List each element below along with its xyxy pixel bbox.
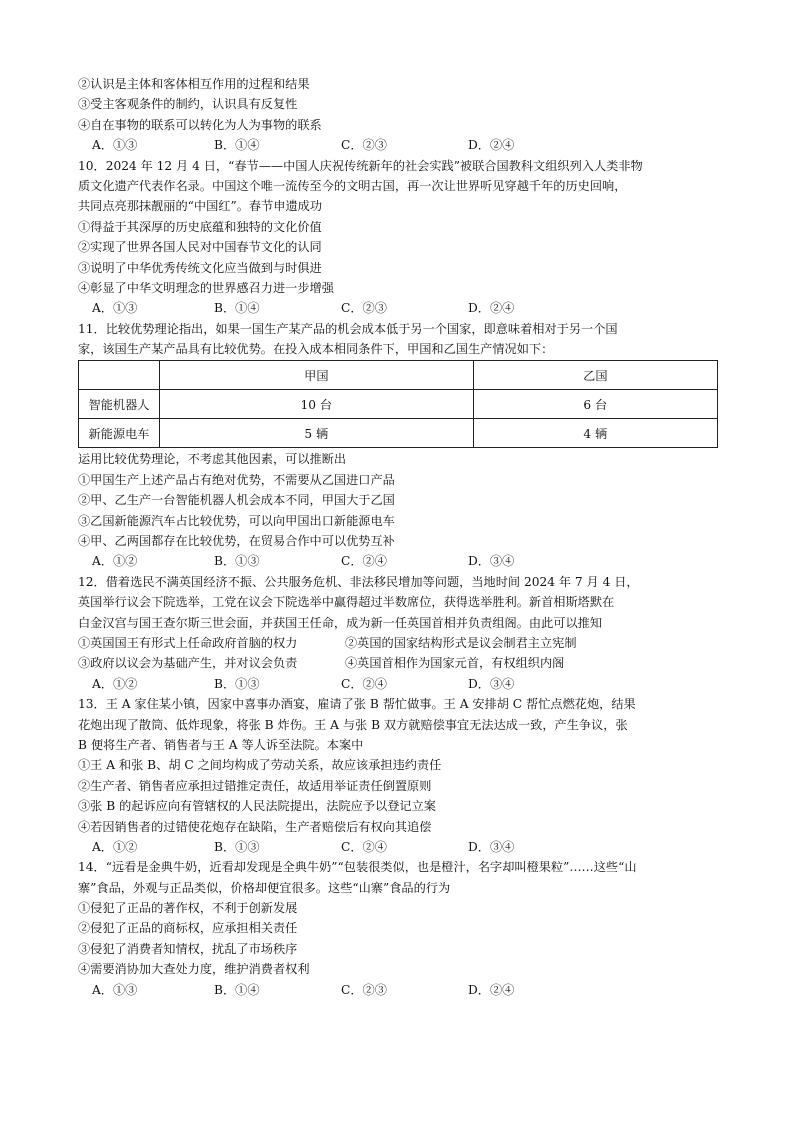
statement: ①英国国王有形式上任命政府首脑的权力 [78, 635, 298, 650]
statement: ④彰显了中华文明理念的世界感召力进一步增强 [78, 280, 334, 295]
option-c: C．②④ [341, 676, 387, 691]
option-a: A．①② [92, 839, 138, 854]
option-b: B．①③ [214, 839, 260, 854]
question-lead: 运用比较优势理论，不考虑其他因素，可以推断出 [78, 452, 347, 467]
statement: ④需要消协加大查处力度，维护消费者权利 [78, 962, 310, 977]
statement: ①得益于其深厚的历史底蕴和独特的文化价值 [78, 219, 322, 234]
question-stem: 家，该国生产某产品具有比较优势。在投入成本相同条件下，甲国和乙国生产情况如下： [78, 342, 554, 357]
statement: ③政府以议会为基础产生，并对议会负责 [78, 656, 298, 671]
option-d: D．②④ [468, 982, 515, 997]
question-14 [78, 857, 718, 1000]
option-d: D．②④ [468, 301, 515, 316]
option-a: A．①② [92, 554, 138, 569]
table-header-cell: 甲国 [160, 361, 474, 390]
option-a: A．①② [92, 676, 138, 691]
statement-pair [78, 653, 718, 673]
table-cell: 新能源电车 [79, 419, 160, 448]
option-b: B．①③ [214, 554, 260, 569]
option-b: B．①④ [214, 982, 260, 997]
option-d: D．②④ [468, 138, 515, 153]
answer-options [78, 980, 718, 1000]
table-cell: 10 台 [160, 390, 474, 419]
production-table [78, 360, 718, 448]
option-a: A．①③ [92, 982, 138, 997]
statement: ③受主客观条件的制约，认识具有反复性 [78, 97, 298, 112]
statement: ③张 B 的起诉应向有管辖权的人民法院提出，法院应予以登记立案 [78, 799, 436, 814]
answer-options [78, 135, 718, 155]
question-12 [78, 572, 718, 694]
option-a: A．①③ [92, 138, 138, 153]
table-header-row [79, 361, 718, 390]
option-b: B．①④ [214, 301, 260, 316]
option-b: B．①④ [214, 138, 260, 153]
answer-options [78, 674, 718, 694]
statement: ②侵犯了正品的商标权，应承担相关责任 [78, 921, 298, 936]
option-a: A．①③ [92, 301, 138, 316]
question-stem: 14．“远看是金典牛奶，近看却发现是全典牛奶”“包装很类似，也是橙汁，名字却叫橙果粒”……这些“山 [78, 860, 637, 875]
exam-page [78, 74, 718, 1000]
question-stem: 英国举行议会下院选举，工党在议会下院选举中赢得超过半数席位，获得选举胜利。新首相斯塔默在 [78, 595, 615, 610]
table-row [79, 390, 718, 419]
statement-pair [78, 633, 718, 653]
statement: ④甲、乙两国都存在比较优势，在贸易合作中可以优势互补 [78, 534, 395, 549]
statement: ②甲、乙生产一台智能机器人机会成本不同，甲国大于乙国 [78, 493, 395, 508]
question-stem: 11．比较优势理论指出，如果一国生产某产品的机会成本低于另一个国家，即意味着相对于另一个国 [78, 321, 618, 336]
statement: ④若因销售者的过错使花炮存在缺陷，生产者赔偿后有权向其追偿 [78, 819, 432, 834]
option-d: D．③④ [468, 554, 515, 569]
answer-options [78, 298, 718, 318]
statement: ②实现了世界各国人民对中国春节文化的认同 [78, 240, 322, 255]
question-stem: 10．2024 年 12 月 4 日，“春节——中国人庆祝传统新年的社会实践”被联合国教科文组织列入人类非物 [78, 158, 643, 173]
statement: ③说明了中华优秀传统文化应当做到与时俱进 [78, 260, 322, 275]
statement: ①甲国生产上述产品占有绝对优势，不需要从乙国进口产品 [78, 472, 395, 487]
answer-options [78, 837, 718, 857]
question-stem: 花炮出现了散筒、低炸现象，将张 B 炸伤。王 A 与张 B 双方就赔偿事宜无法达成一致，产生争议，张 [78, 717, 628, 732]
statement: ③侵犯了消费者知情权，扰乱了市场秩序 [78, 941, 298, 956]
question-stem: 12．借着选民不满英国经济不振、公共服务危机、非法移民增加等问题，当地时间 2024 年 7 月 4 日， [78, 574, 639, 589]
question-10 [78, 156, 718, 319]
question-stem: 质文化遗产代表作名录。中国这个唯一流传至今的文明古国，再一次让世界听见穿越千年的历史回响， [78, 178, 627, 193]
option-c: C．②③ [341, 301, 387, 316]
statement: ④自在事物的联系可以转化为人为事物的联系 [78, 117, 322, 132]
question-stem: B 便将生产者、销售者与王 A 等人诉至法院。本案中 [78, 737, 364, 752]
statement: ②认识是主体和客体相互作用的过程和结果 [78, 77, 310, 91]
option-d: D．③④ [468, 839, 515, 854]
question-stem: 13．王 A 家住某小镇，因家中喜事办酒宴，雇请了张 B 帮忙做事。王 A 安排胡 C 帮忙点燃花炮，结果 [78, 697, 636, 712]
question-13 [78, 694, 718, 857]
table-cell: 5 辆 [160, 419, 474, 448]
table-cell: 智能机器人 [79, 390, 160, 419]
statement: ③乙国新能源汽车占比较优势，可以向甲国出口新能源电车 [78, 513, 395, 528]
option-c: C．②③ [341, 982, 387, 997]
option-c: C．②④ [341, 554, 387, 569]
question-9 [78, 74, 718, 156]
table-header-cell [79, 361, 160, 390]
question-stem: 寨”食品，外观与正品类似，价格却便宜很多。这些“山寨”食品的行为 [78, 880, 451, 895]
question-stem: 白金汉宫与国王查尔斯三世会面，并获国王任命，成为新一任英国首相并负责组阁。由此可以推知 [78, 615, 603, 630]
table-cell: 6 台 [473, 390, 717, 419]
statement: ④英国首相作为国家元首，有权组织内阁 [345, 656, 565, 671]
statement: ②英国的国家结构形式是议会制君主立宪制 [345, 635, 577, 650]
option-c: C．②③ [341, 138, 387, 153]
statement: ①王 A 和张 B、胡 C 之间均构成了劳动关系，故应该承担违约责任 [78, 758, 442, 773]
table-header-cell: 乙国 [473, 361, 717, 390]
statement: ①侵犯了正品的著作权，不利于创新发展 [78, 901, 298, 916]
question-11 [78, 319, 718, 572]
option-b: B．①③ [214, 676, 260, 691]
question-stem: 共同点亮那抹靓丽的“中国红”。春节申遗成功 [78, 199, 323, 214]
table-row [79, 419, 718, 448]
statement: ②生产者、销售者应承担过错推定责任，故适用举证责任倒置原则 [78, 778, 432, 793]
table-cell: 4 辆 [473, 419, 717, 448]
option-d: D．③④ [468, 676, 515, 691]
option-c: C．②④ [341, 839, 387, 854]
answer-options [78, 551, 718, 571]
